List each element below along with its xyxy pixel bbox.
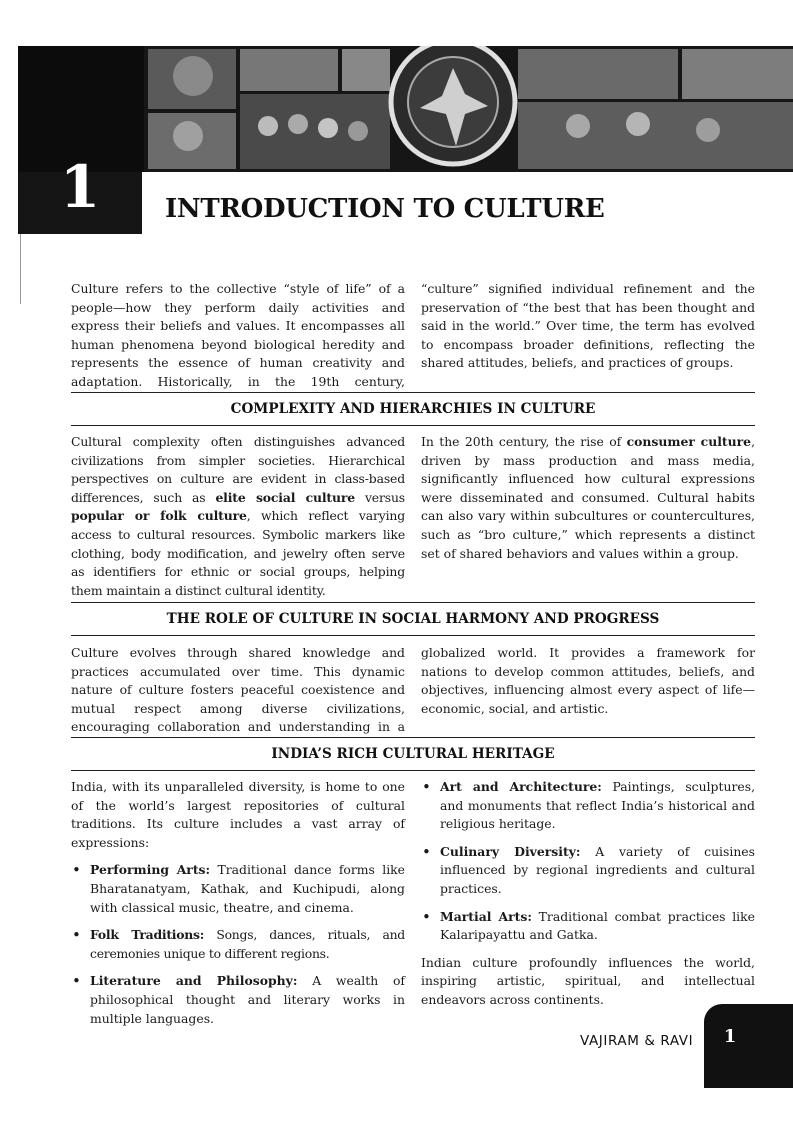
complexity-paragraph-2: [421, 433, 755, 563]
heritage-list-right: [421, 778, 755, 945]
chapter-title: INTRODUCTION TO CULTURE: [165, 194, 605, 224]
heritage-intro: India, with its unparalleled diversity, is home to one of the world’s largest repositories of cultural traditions. Its culture includes a vast array of expressions:: [71, 779, 405, 850]
heritage-right-column: [421, 778, 755, 1010]
section-body-complexity: [71, 433, 755, 600]
list-item: [421, 843, 755, 899]
list-item-text: Paintings, sculptures, and monuments that reflect India’s historical and religious heritage.: [440, 779, 756, 832]
harmony-text: Culture evolves through shared knowledge and practices accumulated over time. This dynamic nature of culture fosters peaceful coexistence and mutual respect among diverse civilizations, encouraging collaboration and understanding in a globalized world. It provides a framework for nations to develop common attitudes, beliefs, and objectives, influencing almost every aspect of life—economic, social, and artistic.: [71, 645, 755, 735]
text-run: , which reflect varying access to cultural resources. Symbolic markers like clothing, body modification, and jewelry often serve as identifiers for ethnic or social groups, helping them maintain a distinct cultural identity.: [71, 508, 405, 598]
section-heading-complexity: COMPLEXITY AND HIERARCHIES IN CULTURE: [71, 392, 755, 426]
section-body-harmony: [71, 644, 755, 737]
list-item-text: A wealth of philosophical thought and literary works in multiple languages.: [90, 973, 405, 1026]
page-number: 1: [723, 1026, 737, 1047]
intro-text: Culture refers to the collective “style of life” of a people—how they perform daily activities and express their beliefs and values. It encompasses all human phenomena beyond biological heredity and represents the essence of human creativity and adaptation. Historically, in the 19th century, “culture” signified individual refinement and the preservation of “the best that has been thought and said in the world.” Over time, the term has evolved to encompass broader definitions, reflecting the shared attitudes, beliefs, and practices of groups.: [71, 281, 755, 389]
list-item-label: Art and Architecture:: [440, 779, 602, 794]
list-item-text: Traditional combat practices like Kalaripayattu and Gatka.: [440, 908, 755, 943]
list-item: [421, 908, 755, 945]
section-body-heritage: [71, 778, 756, 1026]
margin-rule: [20, 234, 21, 304]
chapter-number: 1: [59, 153, 101, 221]
heritage-outro: Indian culture profoundly influences the world, inspiring artistic, spiritual, and intellectual endeavors across continents.: [421, 954, 755, 1007]
list-item-label: Culinary Diversity:: [440, 843, 581, 859]
text-run: , driven by mass production and mass media, significantly influenced how cultural expressions were disseminated and consumed. Cultural habits can also vary within subcultures or countercultures, such as “bro culture,” which represents a distinct set of shared behaviors and values within a group.: [421, 434, 756, 561]
text-run: Cultural complexity often distinguishes advanced civilizations from simpler societies. Hierarchical perspectives on culture are evident in class-based differences, such as: [71, 434, 405, 505]
bold-term-consumer: consumer culture: [626, 434, 752, 449]
section-heading-heritage: INDIA’S RICH CULTURAL HERITAGE: [71, 737, 755, 771]
list-item-label: Literature and Philosophy:: [90, 973, 298, 989]
list-item-text: Songs, dances, rituals, and ceremonies unique to different regions.: [90, 927, 405, 961]
list-item: [71, 861, 405, 917]
intro-paragraph: [71, 280, 755, 392]
list-item-text: A variety of cuisines influenced by regional ingredients and cultural practices.: [440, 843, 755, 896]
section-heading-harmony: THE ROLE OF CULTURE IN SOCIAL HARMONY AND PROGRESS: [71, 602, 755, 636]
list-item: [71, 972, 405, 1028]
list-item: [71, 926, 405, 963]
bold-term-elite: elite social culture: [215, 489, 355, 505]
heritage-left-column: [71, 778, 405, 1028]
heritage-list-left: [71, 861, 405, 1028]
text-run: versus: [354, 489, 406, 505]
list-item-label: Martial Arts:: [440, 908, 532, 924]
list-item: [421, 778, 755, 834]
list-item-label: Performing Arts:: [90, 862, 211, 878]
bold-term-folk: popular or folk culture: [71, 508, 247, 524]
list-item-label: Folk Traditions:: [90, 927, 205, 943]
complexity-paragraph-1: [71, 433, 405, 600]
footer-brand: VAJIRAM & RAVI: [580, 1033, 694, 1049]
list-item-text: Traditional dance forms like Bharatanatyam, Kathak, and Kuchipudi, along with classical music, theatre, and cinema.: [90, 862, 405, 915]
text-run: In the 20th century, the rise of: [421, 434, 627, 449]
